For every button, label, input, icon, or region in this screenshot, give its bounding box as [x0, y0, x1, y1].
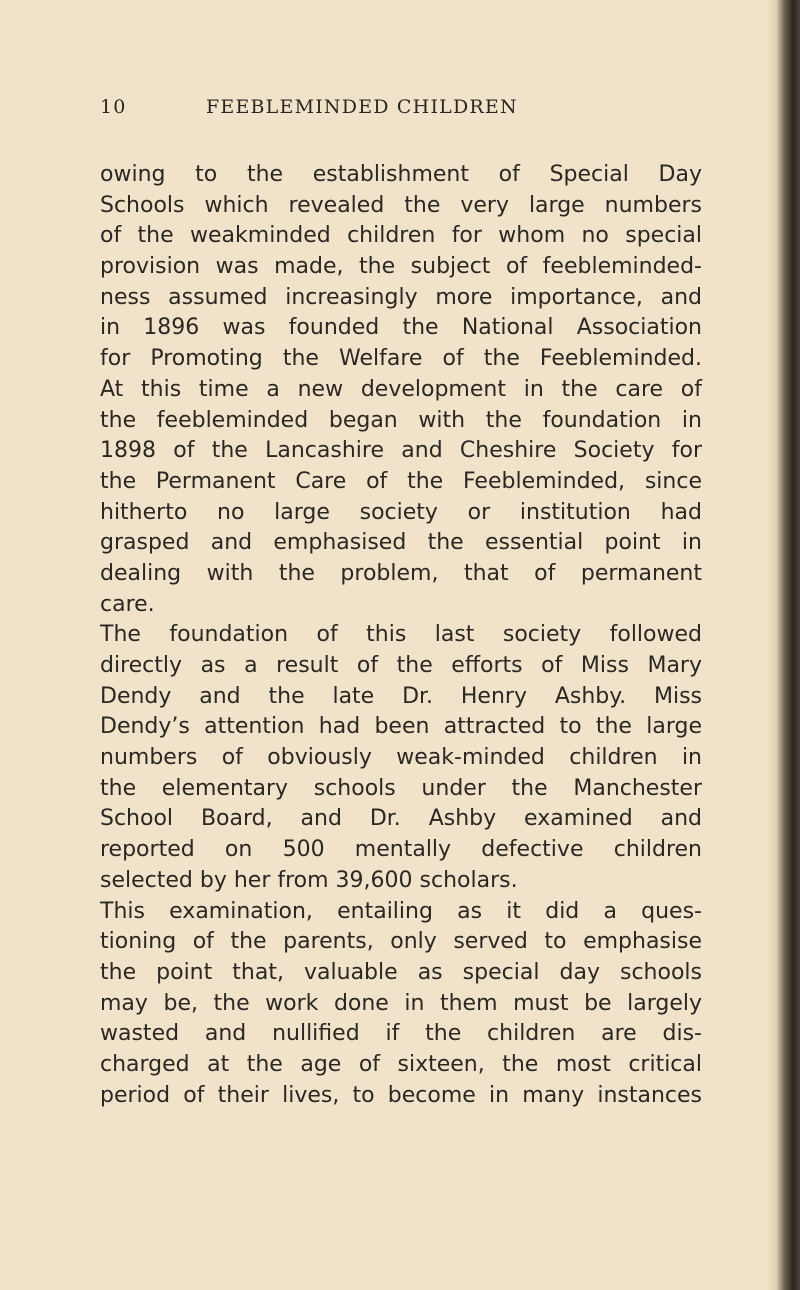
running-title: FEEBLEMINDED CHILDREN: [206, 96, 518, 118]
text-line: reported on 500 mentally defective children: [100, 837, 702, 863]
text-line: School Board, and Dr. Ashby examined and: [100, 806, 702, 832]
text-line: tioning of the parents, only served to emphasise: [100, 929, 702, 955]
text-line: owing to the establishment of Special Day: [100, 162, 702, 187]
body-text: [100, 160, 702, 1111]
text-line: ness assumed increasingly more importance, and: [100, 284, 702, 310]
text-line: hitherto no large society or institution had: [100, 499, 702, 525]
text-line: care.: [100, 591, 155, 617]
text-line: Dendy and the late Dr. Henry Ashby. Miss: [100, 683, 702, 709]
text-line: 1898 of the Lancashire and Cheshire Society for: [100, 438, 702, 464]
text-line: in 1896 was founded the National Association: [100, 315, 702, 341]
book-spine-shadow: [766, 0, 800, 1290]
text-line: The foundation of this last society followed: [100, 622, 702, 648]
text-line: charged at the age of sixteen, the most critical: [100, 1051, 702, 1077]
text-line: numbers of obviously weak-minded children in: [100, 745, 702, 771]
text-line: Dendy’s attention had been attracted to the large: [100, 714, 702, 740]
text-line: selected by her from 39,600 scholars.: [100, 867, 518, 893]
text-line: Schools which revealed the very large numbers: [100, 192, 702, 218]
text-line: the elementary schools under the Manchester: [100, 775, 702, 801]
text-line: provision was made, the subject of feebleminded-: [100, 254, 702, 280]
text-line: the Permanent Care of the Feebleminded, since: [100, 468, 702, 494]
text-line: wasted and nullified if the children are dis-: [100, 1021, 702, 1047]
text-line: This examination, entailing as it did a ques-: [100, 898, 702, 924]
text-line: At this time a new development in the care of: [100, 376, 702, 402]
text-line: may be, the work done in them must be largely: [100, 990, 702, 1016]
text-line: of the weakminded children for whom no special: [100, 223, 702, 249]
text-line: grasped and emphasised the essential point in: [100, 530, 702, 556]
text-line: the feebleminded began with the foundation in: [100, 407, 702, 433]
text-line: for Promoting the Welfare of the Feebleminded.: [100, 346, 702, 372]
text-line: period of their lives, to become in many instances: [100, 1082, 702, 1108]
text-line: the point that, valuable as special day schools: [100, 959, 702, 985]
text-line: directly as a result of the efforts of Miss Mary: [100, 653, 702, 678]
page-number: 10: [100, 96, 127, 118]
text-line: dealing with the problem, that of permanent: [100, 560, 702, 586]
